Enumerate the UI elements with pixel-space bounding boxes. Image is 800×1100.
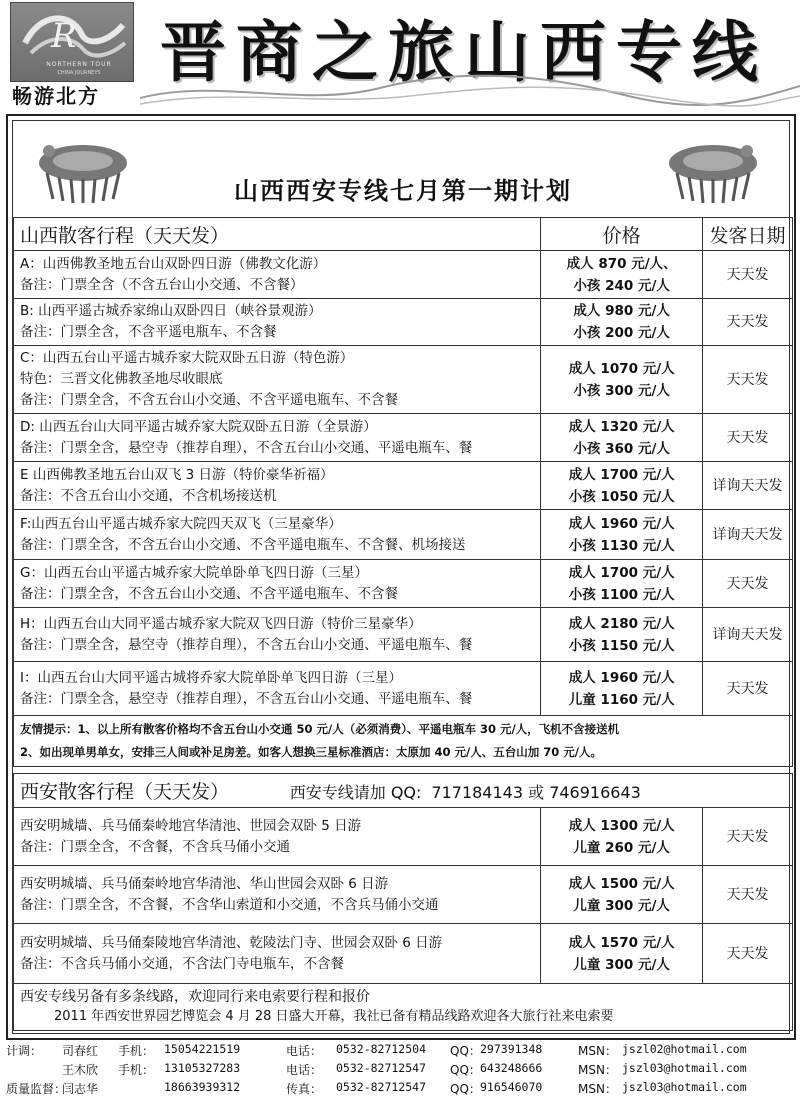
shanxi-route-row	[14, 608, 793, 662]
route-description	[14, 866, 541, 924]
price-line: 成人 1700 元/人	[568, 466, 675, 483]
price-line: 成人 1070 元/人	[568, 360, 675, 377]
price-line: 成人 1700 元/人	[568, 564, 675, 581]
departure-date: 天天发	[703, 866, 793, 924]
price-line: 儿童 1160 元/人	[568, 691, 675, 708]
xian-route-row	[14, 808, 793, 866]
brand-name: 畅游北方	[12, 84, 100, 108]
logo-text-en-sub: CHINA JOURNEYS	[57, 70, 101, 76]
route-price	[541, 662, 703, 716]
route-description	[14, 662, 541, 716]
departure-date: 天天发	[703, 299, 793, 346]
xian-itinerary-table	[13, 773, 793, 1031]
price-line: 小孩 1100 元/人	[568, 586, 675, 603]
title-underline-swirl	[140, 68, 800, 108]
route-description	[14, 299, 541, 346]
contact-tel: 0532-82712547	[336, 1080, 427, 1094]
departure-date: 天天发	[703, 560, 793, 608]
contact-qq-label: QQ：	[450, 1063, 481, 1077]
contact-tel: 0532-82712547	[336, 1061, 427, 1075]
route-description	[14, 346, 541, 414]
route-price	[541, 866, 703, 924]
shanxi-route-row	[14, 560, 793, 608]
shanxi-route-row	[14, 510, 793, 560]
contact-mobile: 13105327283	[164, 1061, 241, 1075]
contact-row	[0, 1042, 800, 1061]
contact-tel: 0532-82712504	[336, 1042, 427, 1056]
plan-title: 山西西安专线七月第一期计划	[234, 177, 572, 205]
company-logo	[10, 2, 134, 82]
route-line: 备注：门票全含（不含五台山小交通、不含餐）	[20, 276, 304, 293]
route-line: A：山西佛教圣地五台山双卧四日游（佛教文化游）	[20, 255, 327, 272]
route-line: B: 山西平遥古城乔家绵山双卧四日（峡谷景观游）	[20, 303, 322, 319]
contact-qq: 297391348	[480, 1042, 543, 1056]
route-description	[14, 808, 541, 866]
price-line: 小孩 240 元/人	[573, 277, 670, 294]
contact-qq-label: QQ：	[450, 1044, 481, 1058]
contact-mobile: 15054221519	[164, 1042, 241, 1056]
contact-msn: jszl02@hotmail.com	[622, 1042, 747, 1056]
route-line: 西安明城墙、兵马俑秦岭地宫华清池、世园会双卧 5 日游	[20, 817, 362, 834]
contact-role: 质量监督：	[6, 1082, 67, 1096]
shanxi-route-row	[14, 414, 793, 462]
route-description	[14, 924, 541, 984]
price-line: 儿童 300 元/人	[573, 897, 670, 914]
itinerary-frame-inner	[12, 120, 790, 1034]
contact-list	[0, 1042, 800, 1100]
contact-row	[0, 1080, 800, 1099]
tip-line: 2、如出现单男单女，安排三人间或补足房差。如客人想换三星标准酒店：太原加 40 元/人、五台山加 70 元/人。	[20, 745, 602, 759]
shanxi-route-row	[14, 662, 793, 716]
xian-route-row	[14, 866, 793, 924]
route-line: 备注：不含兵马俑小交通，不含法门寺电瓶车，不含餐	[20, 955, 344, 972]
contact-msn: jszl03@hotmail.com	[622, 1061, 747, 1075]
xian-section-title: 西安散客行程（天天发）	[20, 781, 230, 803]
shanxi-route-row	[14, 299, 793, 346]
price-line: 小孩 200 元/人	[573, 325, 670, 341]
route-line: H：山西五台山大同平遥古城乔家大院双飞四日游（特价三星豪华）	[20, 615, 422, 632]
xian-qq-numbers: 717184143 或 746916643	[431, 783, 641, 802]
svg-text:R: R	[51, 16, 77, 56]
price-line: 小孩 360 元/人	[573, 440, 670, 457]
departure-date: 详询天天发	[703, 462, 793, 510]
route-line: E 山西佛教圣地五台山双飞 3 日游（特价豪华祈福）	[20, 466, 334, 483]
shanxi-route-row	[14, 346, 793, 414]
price-line: 成人 2180 元/人	[568, 615, 675, 632]
route-line: 备注：门票全含，悬空寺（推荐自理），不含五台山小交通、平遥电瓶车、餐	[20, 690, 473, 707]
contact-mobile-label: 手机：	[118, 1063, 155, 1077]
contact-tel-label: 电话：	[286, 1063, 323, 1077]
contact-name: 王木欣	[62, 1063, 99, 1077]
shanxi-section-title: 山西散客行程（天天发）	[14, 218, 541, 251]
price-line: 儿童 300 元/人	[573, 956, 670, 973]
route-line: 特色：三晋文化佛教圣地尽收眼底	[20, 371, 223, 387]
tips-row	[14, 716, 793, 767]
route-line: G：山西五台山平遥古城乔家大院单卧单飞四日游（三星）	[20, 564, 368, 581]
contact-mobile-label: 手机：	[118, 1044, 155, 1058]
departure-date: 天天发	[703, 251, 793, 299]
page-header	[0, 0, 800, 112]
contact-tel-label: 传真：	[286, 1082, 323, 1096]
contact-msn-label: MSN：	[578, 1044, 617, 1058]
route-line: 西安明城墙、兵马俑秦岭地宫华清池、华山世园会双卧 6 日游	[20, 875, 389, 892]
departure-date: 详询天天发	[703, 608, 793, 662]
itinerary-frame	[6, 114, 796, 1040]
departure-date: 详询天天发	[703, 510, 793, 560]
contact-msn: jszl03@hotmail.com	[622, 1080, 747, 1094]
price-line: 成人 1320 元/人	[568, 418, 675, 435]
contact-qq-label: QQ：	[450, 1082, 481, 1096]
price-column-header: 价格	[541, 218, 703, 251]
plan-banner	[13, 121, 793, 217]
route-price	[541, 346, 703, 414]
price-line: 成人 1570 元/人	[568, 934, 675, 951]
shanxi-route-row	[14, 462, 793, 510]
route-line: 备注：门票全含，不含五台山小交通、不含平遥电瓶车、不含餐、机场接送	[20, 536, 466, 553]
departure-date: 天天发	[703, 414, 793, 462]
route-price	[541, 608, 703, 662]
contact-name: 闫志华	[62, 1082, 99, 1096]
route-description	[14, 462, 541, 510]
xian-footer-note	[14, 984, 793, 1031]
route-description	[14, 560, 541, 608]
contact-msn-label: MSN：	[578, 1063, 617, 1077]
departure-date: 天天发	[703, 808, 793, 866]
contact-mobile: 18663939312	[164, 1080, 241, 1094]
price-line: 成人 1960 元/人	[568, 669, 675, 686]
route-price	[541, 808, 703, 866]
price-line: 成人 1500 元/人	[568, 875, 675, 892]
route-line: 备注：门票全含，不含餐，不含兵马俑小交通	[20, 838, 290, 855]
route-price	[541, 924, 703, 984]
shanxi-itinerary-table	[13, 217, 793, 767]
logo-text-en: NORTHERN TOUR	[46, 61, 112, 68]
price-line: 成人 980 元/人	[573, 303, 670, 319]
route-line: 备注：门票全含，不含五台山小交通、不含平遥电瓶车、不含餐	[20, 585, 398, 602]
route-line: I：山西五台山大同平遥古城将乔家大院单卧单飞四日游（三星）	[20, 669, 402, 686]
xian-qq-label: 西安专线请加 QQ: 717184143 或 746916643	[289, 783, 641, 802]
departure-date: 天天发	[703, 346, 793, 414]
route-description	[14, 608, 541, 662]
price-line: 小孩 1050 元/人	[568, 488, 675, 505]
route-line: 备注：门票全含，悬空寺（推荐自理），不含五台山小交通、平遥电瓶车、餐	[20, 636, 473, 653]
price-line: 成人 870 元/人、	[566, 255, 677, 272]
contact-row	[0, 1061, 800, 1080]
departure-date: 天天发	[703, 662, 793, 716]
contact-qq: 643248666	[480, 1061, 543, 1075]
route-line: 备注：不含五台山小交通，不含机场接送机	[20, 487, 277, 504]
route-line: C：山西五台山平遥古城乔家大院双卧五日游（特色游）	[20, 350, 354, 366]
price-line: 小孩 1150 元/人	[568, 637, 675, 654]
route-description	[14, 414, 541, 462]
friendly-tips	[14, 716, 793, 767]
route-line: 备注：门票全含，悬空寺（推荐自理），不含五台山小交通、平遥电瓶车、餐	[20, 439, 473, 456]
price-line: 成人 1300 元/人	[568, 817, 675, 834]
price-line: 小孩 300 元/人	[573, 382, 670, 399]
route-description	[14, 251, 541, 299]
route-line: 西安明城墙、兵马俑秦陵地宫华清池、乾陵法门寺、世园会双卧 6 日游	[20, 934, 443, 951]
price-line: 成人 1960 元/人	[568, 515, 675, 532]
tip-line: 友情提示：1、以上所有散客价格均不含五台山小交通 50 元/人（必须消费）、平遥电瓶车 30 元/人，飞机不含接送机	[20, 722, 620, 736]
shanxi-table-header	[14, 218, 793, 251]
xian-table-header	[14, 774, 793, 808]
route-price	[541, 251, 703, 299]
footer-line: 2011 年西安世界园艺博览会 4 月 28 日盛大开幕，我社已备有精品线路欢迎各大旅行社来电索要	[54, 1009, 614, 1024]
route-line: F:山西五台山平遥古城乔家大院四天双飞（三星豪华）	[20, 515, 342, 532]
date-column-header: 发客日期	[703, 218, 793, 251]
page-title: 晋商之旅山西专线	[160, 13, 768, 91]
xian-route-row	[14, 924, 793, 984]
contact-qq: 916546070	[480, 1080, 543, 1094]
contact-role: 计调：	[6, 1044, 43, 1058]
contact-name: 司春红	[62, 1044, 99, 1058]
route-price	[541, 510, 703, 560]
route-price	[541, 560, 703, 608]
contact-msn-label: MSN：	[578, 1082, 617, 1096]
route-description	[14, 510, 541, 560]
route-line: D: 山西五台山大同平遥古城乔家大院双卧五日游（全景游）	[20, 418, 377, 435]
route-price	[541, 462, 703, 510]
xian-footer-row	[14, 984, 793, 1031]
price-line: 小孩 1130 元/人	[568, 537, 675, 554]
route-line: 备注：门票全含，不含餐，不含华山索道和小交通，不含兵马俑小交通	[20, 896, 439, 913]
contact-tel-label: 电话：	[286, 1044, 323, 1058]
route-line: 备注：门票全含，不含平遥电瓶车、不含餐	[20, 324, 277, 340]
route-price	[541, 299, 703, 346]
price-line: 儿童 260 元/人	[573, 839, 670, 856]
shanxi-route-row	[14, 251, 793, 299]
route-line: 备注：门票全含，不含五台山小交通、不含平遥电瓶车、不含餐	[20, 392, 398, 408]
footer-line: 西安专线另备有多条线路，欢迎同行来电索要行程和报价	[20, 989, 370, 1005]
route-price	[541, 414, 703, 462]
departure-date: 天天发	[703, 924, 793, 984]
